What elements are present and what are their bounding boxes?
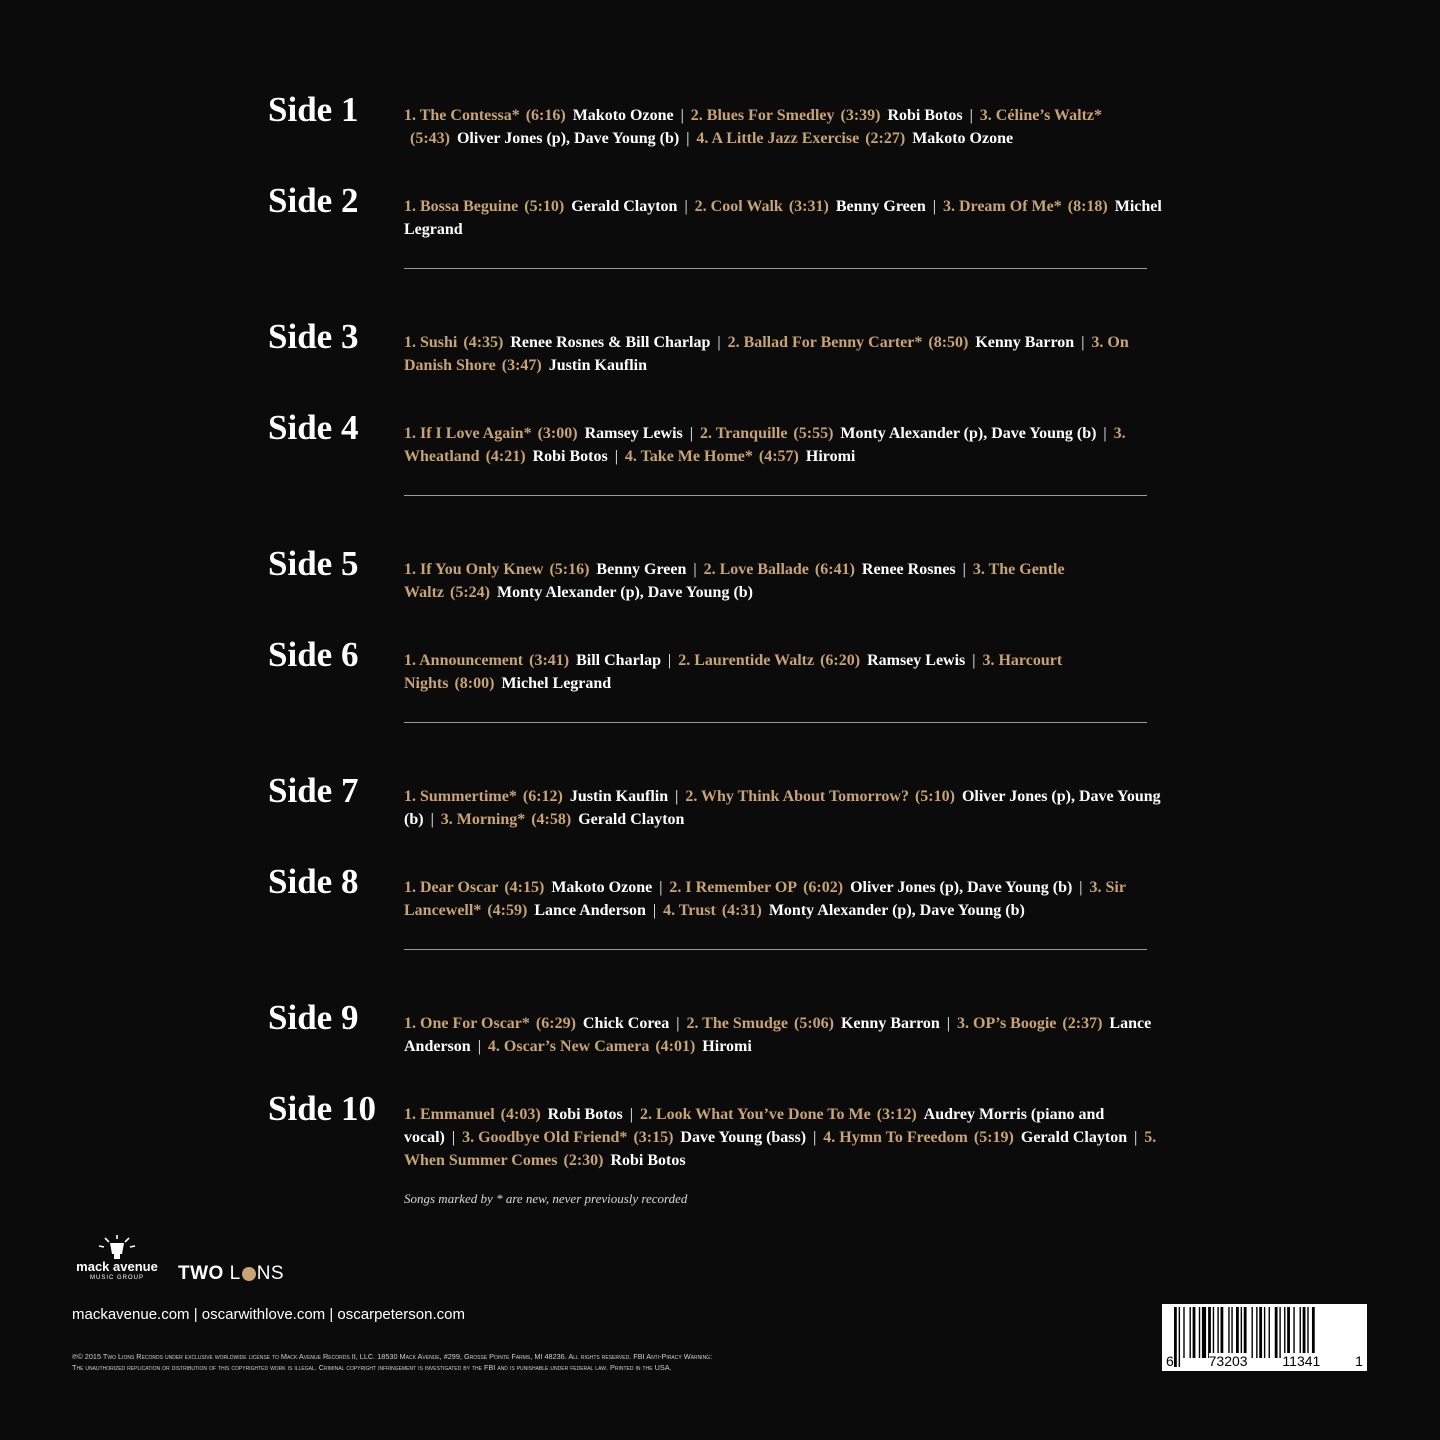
- legal-line-2: The unauthorized replication or distribution of this copyrighted work is illegal. Criminal copyright infringement is investigated by the FBI and is punishable under federal law. Printed in the USA.: [72, 1363, 672, 1372]
- track-title: 1. One For Oscar*: [404, 1015, 530, 1032]
- track-separator: |: [1081, 334, 1085, 351]
- divider: [404, 949, 1147, 950]
- track-separator: |: [1103, 425, 1107, 442]
- track-separator: |: [686, 130, 690, 147]
- track-list: [404, 1012, 1174, 1058]
- track-title: 1. Announcement: [404, 652, 524, 669]
- track-duration: (4:03): [500, 1106, 541, 1123]
- divider: [404, 495, 1147, 496]
- track-title: 3. Sir Lancewell*: [404, 879, 1126, 919]
- track-separator: |: [689, 425, 693, 442]
- track-separator: |: [684, 198, 688, 215]
- track-title: 2. Love Ballade: [703, 561, 809, 578]
- track-artist: Kenny Barron: [975, 334, 1075, 351]
- track-list: [404, 1103, 1174, 1172]
- side-title: Side 10: [268, 1089, 376, 1128]
- barcode-bar: [1264, 1307, 1265, 1358]
- track-separator: |: [969, 107, 973, 124]
- track-duration: (4:57): [758, 448, 799, 465]
- track-separator: |: [659, 879, 663, 896]
- barcode-digit-check: 1: [1355, 1353, 1363, 1369]
- track-duration: (2:27): [865, 130, 906, 147]
- track-separator: |: [680, 107, 684, 124]
- barcode-bar: [1236, 1307, 1239, 1358]
- track-title: 3. OP’s Boogie: [957, 1015, 1057, 1032]
- side-title: Side 4: [268, 408, 359, 447]
- side-title: Side 1: [268, 90, 359, 129]
- track-artist: Hiromi: [805, 448, 856, 465]
- barcode-digit-lead: 6: [1166, 1353, 1174, 1369]
- track-separator: |: [675, 788, 679, 805]
- track-artist: Robi Botos: [610, 1152, 686, 1169]
- divider: [404, 268, 1147, 269]
- track-artist: Kenny Barron: [840, 1015, 940, 1032]
- track-artist: Gerald Clayton: [1020, 1129, 1128, 1146]
- track-separator: |: [430, 811, 434, 828]
- track-title: 3. Dream Of Me*: [942, 198, 1062, 215]
- track-duration: (2:37): [1062, 1015, 1103, 1032]
- barcode-bar: [1275, 1307, 1278, 1358]
- barcode: [1162, 1304, 1367, 1371]
- track-duration: (5:10): [914, 788, 955, 805]
- barcode-number: [1162, 1353, 1367, 1369]
- barcode-bar: [1221, 1307, 1224, 1358]
- track-list: [404, 195, 1174, 241]
- track-title: 3. The Gentle Waltz: [404, 561, 1065, 601]
- track-title: 3. Céline’s Waltz*: [979, 107, 1103, 124]
- track-artist: Oliver Jones (p), Dave Young (b): [456, 130, 680, 147]
- track-separator: |: [451, 1129, 456, 1146]
- track-separator: |: [693, 561, 697, 578]
- track-duration: (3:39): [840, 107, 881, 124]
- track-artist: Michel Legrand: [501, 675, 612, 692]
- track-title: 3. Goodbye Old Friend*: [462, 1129, 628, 1146]
- track-title: 2. Blues For Smedley: [690, 107, 835, 124]
- track-duration: (3:15): [633, 1129, 674, 1146]
- track-duration: (4:35): [463, 334, 504, 351]
- track-duration: (8:50): [928, 334, 969, 351]
- barcode-bar: [1190, 1307, 1191, 1358]
- track-duration: (4:01): [655, 1038, 696, 1055]
- barcode-bar: [1269, 1307, 1270, 1358]
- track-title: 1. If I Love Again*: [404, 425, 532, 442]
- track-list: [404, 331, 1174, 377]
- track-duration: (3:41): [529, 652, 570, 669]
- track-title: 2. Look What You’ve Done To Me: [639, 1106, 871, 1123]
- barcode-bar: [1279, 1307, 1280, 1358]
- track-separator: |: [932, 198, 936, 215]
- track-separator: |: [629, 1106, 633, 1123]
- track-artist: Makoto Ozone: [912, 130, 1014, 147]
- track-list: [404, 558, 1174, 604]
- track-artist: Gerald Clayton: [571, 198, 678, 215]
- track-title: 4. Take Me Home*: [624, 448, 753, 465]
- track-list: [404, 422, 1174, 468]
- barcode-bar: [1287, 1307, 1290, 1358]
- barcode-digits-right: 11341: [1282, 1353, 1321, 1369]
- two-lions-logo: [178, 1263, 284, 1285]
- barcode-bar: [1228, 1307, 1229, 1358]
- track-title: 4. Oscar’s New Camera: [487, 1038, 650, 1055]
- track-duration: (5:10): [524, 198, 565, 215]
- track-duration: (3:00): [537, 425, 578, 442]
- track-title: 3. Harcourt Nights: [404, 652, 1063, 692]
- track-artist: Renee Rosnes: [861, 561, 956, 578]
- track-title: 2. Cool Walk: [694, 198, 783, 215]
- legal-line-1: ℗© 2015 Two Lions Records under exclusive worldwide license to Mack Avenue Records II, LLC. 18530 Mack Avenue, #299, Grosse Pointe Farms, MI 48236. All rights reserved. FBI Anti-Piracy Warning:: [72, 1352, 713, 1361]
- track-list: [404, 104, 1174, 150]
- track-duration: (6:16): [525, 107, 566, 124]
- track-artist: Dave Young (bass): [680, 1129, 807, 1146]
- track-title: 2. Tranquille: [699, 425, 788, 442]
- barcode-bar: [1183, 1307, 1184, 1358]
- side-title: Side 2: [268, 181, 359, 220]
- lion-icon: [242, 1267, 256, 1281]
- track-artist: Ramsey Lewis: [867, 652, 966, 669]
- track-separator: |: [477, 1038, 481, 1055]
- track-separator: |: [676, 1015, 680, 1032]
- track-artist: Chick Corea: [582, 1015, 670, 1032]
- track-artist: Monty Alexander (p), Dave Young (b): [840, 425, 1097, 442]
- track-title: 4. Trust: [663, 902, 716, 919]
- track-duration: (4:15): [504, 879, 545, 896]
- barcode-bar: [1284, 1307, 1285, 1358]
- track-duration: (3:31): [788, 198, 829, 215]
- mack-avenue-name: mack avenue: [76, 1259, 158, 1274]
- track-artist: Lance Anderson: [534, 902, 646, 919]
- track-separator: |: [972, 652, 976, 669]
- track-list: [404, 785, 1174, 831]
- track-duration: (6:29): [535, 1015, 576, 1032]
- track-duration: (4:58): [531, 811, 572, 828]
- track-artist: Audrey Morris (piano and vocal): [404, 1106, 1105, 1146]
- track-duration: (6:12): [522, 788, 563, 805]
- side-title: Side 6: [268, 635, 359, 674]
- track-duration: (3:12): [876, 1106, 917, 1123]
- side-title: Side 5: [268, 544, 359, 583]
- track-duration: (5:06): [793, 1015, 834, 1032]
- track-artist: Robi Botos: [532, 448, 608, 465]
- track-artist: Oliver Jones (p), Dave Young (b): [404, 788, 1161, 828]
- track-separator: |: [652, 902, 657, 919]
- track-title: 3. Morning*: [440, 811, 526, 828]
- track-artist: Makoto Ozone: [572, 107, 674, 124]
- track-title: 1. If You Only Knew: [404, 561, 544, 578]
- track-duration: (8:18): [1067, 198, 1108, 215]
- track-duration: (4:31): [721, 902, 762, 919]
- track-list: [404, 649, 1174, 695]
- track-artist: Monty Alexander (p), Dave Young (b): [496, 584, 753, 601]
- track-duration: (6:20): [820, 652, 861, 669]
- barcode-bar: [1202, 1307, 1206, 1358]
- barcode-bar: [1193, 1307, 1196, 1358]
- track-list: [404, 876, 1174, 922]
- track-duration: (5:16): [549, 561, 590, 578]
- track-separator: |: [946, 1015, 950, 1032]
- track-artist: Ramsey Lewis: [584, 425, 683, 442]
- track-title: 1. Sushi: [404, 334, 458, 351]
- track-title: 1. Emmanuel: [404, 1106, 495, 1123]
- track-separator: |: [614, 448, 618, 465]
- mack-avenue-logo: [72, 1234, 162, 1282]
- side-title: Side 3: [268, 317, 359, 356]
- two-lions-letter: L: [229, 1263, 241, 1284]
- track-title: 4. A Little Jazz Exercise: [696, 130, 860, 147]
- track-duration: (3:47): [501, 357, 542, 374]
- track-artist: Makoto Ozone: [551, 879, 653, 896]
- barcode-bar: [1217, 1307, 1218, 1358]
- track-title: 3. Wheatland: [404, 425, 1126, 465]
- track-title: 1. The Contessa*: [404, 107, 520, 124]
- track-separator: |: [962, 561, 966, 578]
- barcode-bar: [1300, 1307, 1301, 1358]
- track-artist: Oliver Jones (p), Dave Young (b): [850, 879, 1073, 896]
- track-artist: Robi Botos: [547, 1106, 623, 1123]
- track-artist: Benny Green: [596, 561, 687, 578]
- barcode-bar: [1231, 1307, 1232, 1358]
- track-duration: (5:55): [793, 425, 834, 442]
- track-title: 2. Why Think About Tomorrow?: [685, 788, 909, 805]
- track-title: 1. Dear Oscar: [404, 879, 499, 896]
- track-artist: Lance Anderson: [404, 1015, 1152, 1055]
- track-duration: (5:24): [450, 584, 490, 601]
- track-artist: Robi Botos: [887, 107, 963, 124]
- track-artist: Renee Rosnes & Bill Charlap: [510, 334, 711, 351]
- legal-notice: [72, 1351, 932, 1373]
- track-title: 3. On Danish Shore: [404, 334, 1129, 374]
- track-title: 4. Hymn To Freedom: [823, 1129, 968, 1146]
- track-title: 1. Bossa Beguine: [404, 198, 519, 215]
- track-separator: |: [1134, 1129, 1138, 1146]
- track-title: 2. The Smudge: [686, 1015, 788, 1032]
- track-duration: (6:02): [803, 879, 844, 896]
- track-separator: |: [717, 334, 721, 351]
- barcode-bar: [1303, 1307, 1306, 1358]
- barcode-bar: [1293, 1307, 1294, 1358]
- barcode-bar: [1259, 1307, 1262, 1358]
- track-duration: (6:41): [814, 561, 855, 578]
- track-title: 2. Laurentide Waltz: [678, 652, 815, 669]
- track-title: 2. Ballad For Benny Carter*: [727, 334, 923, 351]
- track-duration: (2:30): [563, 1152, 604, 1169]
- two-lions-word-two: TWO: [178, 1263, 224, 1284]
- barcode-digits-left: 73203: [1208, 1353, 1248, 1369]
- track-separator: |: [668, 652, 672, 669]
- track-artist: Hiromi: [702, 1038, 752, 1055]
- track-artist: Justin Kauflin: [569, 788, 669, 805]
- track-duration: (5:43): [410, 130, 450, 147]
- track-artist: Gerald Clayton: [578, 811, 685, 828]
- barcode-bar: [1252, 1307, 1253, 1358]
- barcode-bar: [1213, 1307, 1214, 1358]
- side-title: Side 9: [268, 998, 359, 1037]
- barcode-bar: [1256, 1307, 1257, 1358]
- track-duration: (4:21): [485, 448, 526, 465]
- lamp-icon: [97, 1234, 137, 1260]
- track-duration: (5:19): [973, 1129, 1014, 1146]
- track-separator: |: [813, 1129, 817, 1146]
- new-songs-footnote: Songs marked by * are new, never previously recorded: [404, 1191, 688, 1206]
- mack-avenue-subtitle: MUSIC GROUP: [89, 1275, 144, 1281]
- track-artist: Bill Charlap: [576, 652, 662, 669]
- track-title: 2. I Remember OP: [669, 879, 798, 896]
- track-duration: (4:59): [487, 902, 528, 919]
- track-artist: Justin Kauflin: [548, 357, 647, 374]
- barcode-bar: [1199, 1307, 1200, 1358]
- barcode-bar: [1208, 1307, 1211, 1358]
- track-duration: (8:00): [454, 675, 495, 692]
- side-title: Side 7: [268, 771, 359, 810]
- track-artist: Monty Alexander (p), Dave Young (b): [768, 902, 1025, 919]
- track-title: 1. Summertime*: [404, 788, 517, 805]
- track-artist: Benny Green: [835, 198, 926, 215]
- two-lions-letters: NS: [256, 1263, 285, 1284]
- track-title: 5. When Summer Comes: [404, 1129, 1157, 1169]
- side-title: Side 8: [268, 862, 359, 901]
- website-links: mackavenue.com | oscarwithlove.com | oscarpeterson.com: [72, 1306, 465, 1323]
- divider: [404, 722, 1147, 723]
- track-artist: Michel Legrand: [404, 198, 1162, 238]
- track-separator: |: [1079, 879, 1083, 896]
